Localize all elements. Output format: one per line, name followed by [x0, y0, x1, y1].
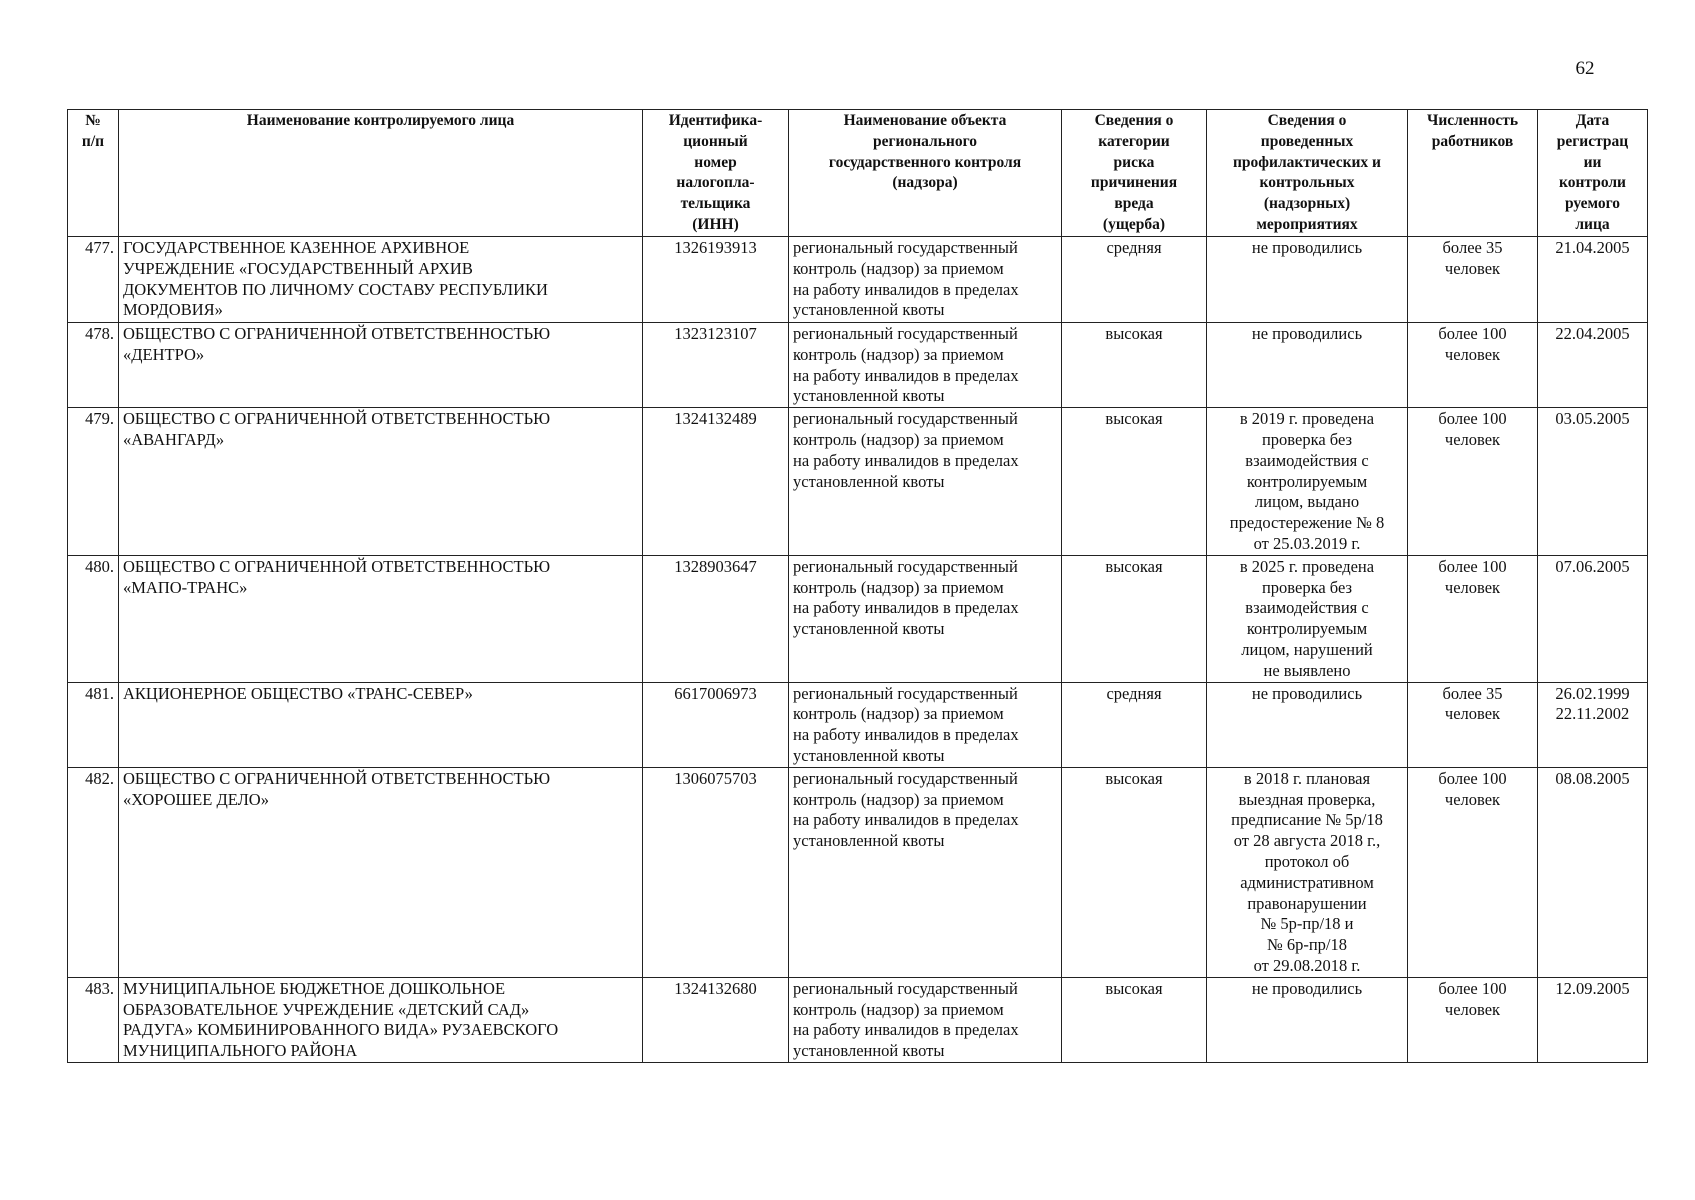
staff-count-line: человек: [1444, 704, 1501, 724]
row-number-cell: 482.: [68, 767, 119, 977]
inspection-events-line: лицом, выдано: [1254, 492, 1360, 512]
inspection-events-cell: [1207, 408, 1408, 556]
inspection-events-line: в 2025 г. проведена: [1239, 556, 1375, 576]
header-line: контроли: [1558, 174, 1626, 192]
table-row: [68, 323, 1648, 408]
table-row: [68, 682, 1648, 767]
header-line: налогопла-: [676, 174, 755, 192]
inspection-events-line: № 6р-пр/18: [1266, 935, 1348, 955]
inspection-events-line: в 2018 г. плановая: [1243, 768, 1371, 788]
inspection-events-cell: [1207, 237, 1408, 323]
inspection-events-line: выездная проверка,: [1238, 789, 1376, 809]
staff-count-cell: [1408, 767, 1538, 977]
control-object-line: на работу инвалидов в пределах: [793, 810, 1019, 830]
registration-date-cell: [1538, 323, 1648, 408]
inspection-events-line: протокол об: [1264, 851, 1350, 871]
header-line: (надзорных): [1263, 195, 1351, 213]
inspection-events-line: от 29.08.2018 г.: [1253, 955, 1361, 975]
entity-name-line: «МАПО-ТРАНС»: [123, 577, 248, 597]
inspection-events-cell: [1207, 767, 1408, 977]
header-line: государственного контроля: [828, 153, 1022, 171]
staff-count-line: человек: [1444, 258, 1501, 278]
control-object-line: на работу инвалидов в пределах: [793, 365, 1019, 385]
header-line: ии: [1583, 153, 1602, 171]
header-line: Дата: [1575, 112, 1610, 129]
entity-name-line: «АВАНГАРД»: [123, 429, 225, 449]
row-number-cell: 479.: [68, 408, 119, 556]
control-object-cell: [789, 555, 1062, 682]
row-number-cell: 481.: [68, 682, 119, 767]
row-number-cell: 477.: [68, 237, 119, 323]
header-line: работников: [1431, 132, 1514, 150]
entity-name-cell: [119, 977, 643, 1062]
entity-name-line: РАДУГА» КОМБИНИРОВАННОГО ВИДА» РУЗАЕВСКОГО: [123, 1020, 559, 1040]
header-line: (ИНН): [692, 215, 739, 233]
control-object-line: на работу инвалидов в пределах: [793, 450, 1019, 470]
header-line: профилактических и: [1233, 153, 1381, 171]
control-object-line: региональный государственный: [793, 556, 1018, 576]
header-line: риска: [1113, 153, 1155, 171]
inn-value-cell: 1323123107: [643, 323, 789, 408]
inspection-events-line: не проводились: [1251, 683, 1363, 703]
header-line: категории: [1098, 132, 1170, 150]
registration-date-cell: [1538, 237, 1648, 323]
entity-name-cell: [119, 682, 643, 767]
registration-date-cell: [1538, 767, 1648, 977]
control-object-line: региональный государственный: [793, 768, 1018, 788]
header-object: [789, 110, 1062, 237]
control-object-line: контроль (надзор) за приемом: [793, 429, 1004, 449]
control-object-cell: [789, 323, 1062, 408]
header-num: [68, 110, 119, 237]
inspection-events-line: правонарушении: [1247, 893, 1367, 913]
inspection-events-cell: [1207, 323, 1408, 408]
staff-count-line: более 100: [1438, 768, 1507, 788]
risk-category-cell: высокая: [1062, 408, 1207, 556]
staff-count-line: более 100: [1438, 556, 1507, 576]
header-line: руемого: [1564, 195, 1621, 213]
control-object-cell: [789, 237, 1062, 323]
staff-count-line: человек: [1444, 577, 1501, 597]
header-line: Сведения о: [1094, 112, 1174, 129]
risk-category-cell: высокая: [1062, 767, 1207, 977]
control-object-line: на работу инвалидов в пределах: [793, 279, 1019, 299]
header-name: [119, 110, 643, 237]
inspection-events-line: не проводились: [1251, 978, 1363, 998]
table-row: [68, 767, 1648, 977]
header-line: регистрац: [1556, 132, 1629, 150]
entity-name-line: ОБРАЗОВАТЕЛЬНОЕ УЧРЕЖДЕНИЕ «ДЕТСКИЙ САД»: [123, 999, 530, 1019]
staff-count-line: человек: [1444, 999, 1501, 1019]
control-object-line: контроль (надзор) за приемом: [793, 577, 1004, 597]
control-object-line: региональный государственный: [793, 238, 1018, 257]
header-line: ционный: [683, 132, 748, 150]
row-number-cell: 478.: [68, 323, 119, 408]
entity-name-line: МУНИЦИПАЛЬНОЕ БЮДЖЕТНОЕ ДОШКОЛЬНОЕ: [123, 978, 506, 998]
header-line: Сведения о: [1267, 112, 1347, 129]
inn-value-cell: 6617006973: [643, 682, 789, 767]
entity-name-line: МОРДОВИЯ»: [123, 300, 223, 320]
entity-name-cell: [119, 555, 643, 682]
staff-count-line: более 100: [1438, 409, 1507, 429]
control-object-line: региональный государственный: [793, 683, 1018, 703]
control-object-cell: [789, 408, 1062, 556]
control-object-line: на работу инвалидов в пределах: [793, 598, 1019, 618]
control-object-line: установленной квоты: [793, 619, 945, 639]
staff-count-line: более 100: [1438, 978, 1507, 998]
inspection-events-line: предписание № 5р/18: [1231, 810, 1383, 830]
control-object-line: на работу инвалидов в пределах: [793, 725, 1019, 745]
control-object-line: установленной квоты: [793, 471, 945, 491]
control-object-line: на работу инвалидов в пределах: [793, 1020, 1019, 1040]
control-object-line: установленной квоты: [793, 831, 945, 851]
entity-name-line: АКЦИОНЕРНОЕ ОБЩЕСТВО «ТРАНС-СЕВЕР»: [123, 683, 473, 703]
header-line: вреда: [1114, 195, 1154, 213]
inspection-events-line: контролируемым: [1246, 471, 1368, 491]
entity-name-cell: [119, 408, 643, 556]
control-object-line: контроль (надзор) за приемом: [793, 344, 1004, 364]
control-object-line: установленной квоты: [793, 1041, 945, 1061]
registration-date-line: 26.02.1999: [1555, 683, 1630, 703]
header-line: Идентифика-: [668, 112, 763, 129]
registration-date-cell: [1538, 682, 1648, 767]
inspection-events-line: проверка без: [1261, 429, 1353, 449]
header-line: причинения: [1090, 174, 1178, 192]
registration-date-cell: [1538, 977, 1648, 1062]
registration-date-line: 07.06.2005: [1555, 556, 1630, 576]
entity-name-cell: [119, 237, 643, 323]
entity-name-cell: [119, 323, 643, 408]
control-object-line: региональный государственный: [793, 978, 1018, 998]
header-line: регионального: [872, 132, 977, 150]
inspection-events-line: не проводились: [1251, 238, 1363, 257]
header-line: номер: [694, 153, 737, 171]
inspection-events-cell: [1207, 555, 1408, 682]
entity-name-line: «ДЕНТРО»: [123, 344, 205, 364]
table-row: [68, 977, 1648, 1062]
header-line: Наименование объекта: [843, 112, 1007, 129]
control-object-line: контроль (надзор) за приемом: [793, 789, 1004, 809]
header-line: тельщика: [680, 195, 751, 213]
entity-name-line: МУНИЦИПАЛЬНОГО РАЙОНА: [123, 1041, 358, 1061]
entity-name-line: ДОКУМЕНТОВ ПО ЛИЧНОМУ СОСТАВУ РЕСПУБЛИКИ: [123, 279, 548, 299]
control-object-line: установленной квоты: [793, 745, 945, 765]
table-body: [68, 237, 1648, 1063]
inspection-events-line: административном: [1240, 872, 1374, 892]
header-line: (надзора): [892, 174, 958, 192]
table-row: [68, 237, 1648, 323]
entity-name-line: ОБЩЕСТВО С ОГРАНИЧЕННОЙ ОТВЕТСТВЕННОСТЬЮ: [123, 768, 551, 788]
staff-count-cell: [1408, 408, 1538, 556]
risk-category-cell: высокая: [1062, 555, 1207, 682]
registration-date-cell: [1538, 555, 1648, 682]
entity-name-line: ГОСУДАРСТВЕННОЕ КАЗЕННОЕ АРХИВНОЕ: [123, 238, 470, 257]
header-events: [1207, 110, 1408, 237]
control-object-cell: [789, 767, 1062, 977]
header-date: [1538, 110, 1648, 237]
entity-name-line: ОБЩЕСТВО С ОГРАНИЧЕННОЙ ОТВЕТСТВЕННОСТЬЮ: [123, 324, 551, 343]
registry-table: [67, 109, 1648, 1063]
header-risk: [1062, 110, 1207, 237]
header-line: мероприятиях: [1256, 215, 1358, 233]
inn-value-cell: 1328903647: [643, 555, 789, 682]
inspection-events-line: № 5р-пр/18 и: [1260, 914, 1354, 934]
table-header-row: [68, 110, 1648, 237]
staff-count-line: более 100: [1438, 324, 1507, 343]
header-line: проведенных: [1260, 132, 1354, 150]
header-line: лица: [1575, 215, 1610, 233]
control-object-line: установленной квоты: [793, 386, 945, 406]
row-number-cell: 483.: [68, 977, 119, 1062]
staff-count-cell: [1408, 682, 1538, 767]
inn-value-cell: 1326193913: [643, 237, 789, 323]
entity-name-line: «ХОРОШЕЕ ДЕЛО»: [123, 789, 269, 809]
inspection-events-line: лицом, нарушений: [1241, 639, 1373, 659]
header-line: Численность: [1426, 112, 1519, 129]
staff-count-line: человек: [1444, 789, 1501, 809]
registration-date-line: 21.04.2005: [1555, 238, 1630, 257]
control-object-line: региональный государственный: [793, 409, 1018, 429]
staff-count-line: человек: [1444, 344, 1501, 364]
header-line: п/п: [81, 132, 105, 150]
header-line: (ущерба): [1102, 215, 1166, 233]
header-line: №: [85, 112, 101, 129]
staff-count-cell: [1408, 555, 1538, 682]
entity-name-cell: [119, 767, 643, 977]
entity-name-line: ОБЩЕСТВО С ОГРАНИЧЕННОЙ ОТВЕТСТВЕННОСТЬЮ: [123, 409, 551, 429]
inspection-events-line: взаимодействия с: [1245, 450, 1369, 470]
inspection-events-line: предостережение № 8: [1229, 513, 1385, 533]
inspection-events-cell: [1207, 682, 1408, 767]
header-line: контрольных: [1259, 174, 1355, 192]
registration-date-line: 12.09.2005: [1555, 978, 1630, 998]
inn-value-cell: 1324132680: [643, 977, 789, 1062]
entity-name-line: ОБЩЕСТВО С ОГРАНИЧЕННОЙ ОТВЕТСТВЕННОСТЬЮ: [123, 556, 551, 576]
staff-count-cell: [1408, 323, 1538, 408]
control-object-line: региональный государственный: [793, 324, 1018, 343]
staff-count-cell: [1408, 977, 1538, 1062]
risk-category-cell: средняя: [1062, 237, 1207, 323]
control-object-line: установленной квоты: [793, 300, 945, 320]
control-object-line: контроль (надзор) за приемом: [793, 704, 1004, 724]
header-inn: [643, 110, 789, 237]
staff-count-line: более 35: [1442, 238, 1503, 257]
inspection-events-line: не выявлено: [1263, 660, 1351, 680]
table-row: [68, 408, 1648, 556]
inspection-events-line: в 2019 г. проведена: [1239, 409, 1375, 429]
table-row: [68, 555, 1648, 682]
header-line: Наименование контролируемого лица: [246, 112, 515, 129]
staff-count-cell: [1408, 237, 1538, 323]
row-number-cell: 480.: [68, 555, 119, 682]
inspection-events-line: проверка без: [1261, 577, 1353, 597]
risk-category-cell: высокая: [1062, 323, 1207, 408]
entity-name-line: УЧРЕЖДЕНИЕ «ГОСУДАРСТВЕННЫЙ АРХИВ: [123, 258, 473, 278]
inspection-events-line: контролируемым: [1246, 619, 1368, 639]
registration-date-line: 03.05.2005: [1555, 409, 1630, 429]
control-object-line: контроль (надзор) за приемом: [793, 258, 1004, 278]
inspection-events-line: от 25.03.2019 г.: [1253, 533, 1361, 553]
header-staff: [1408, 110, 1538, 237]
staff-count-line: более 35: [1442, 683, 1503, 703]
risk-category-cell: средняя: [1062, 682, 1207, 767]
inspection-events-line: взаимодействия с: [1245, 598, 1369, 618]
registration-date-cell: [1538, 408, 1648, 556]
registration-date-line: 22.11.2002: [1555, 704, 1630, 724]
inn-value-cell: 1306075703: [643, 767, 789, 977]
inn-value-cell: 1324132489: [643, 408, 789, 556]
page-number: 62: [1575, 58, 1595, 79]
risk-category-cell: высокая: [1062, 977, 1207, 1062]
staff-count-line: человек: [1444, 429, 1501, 449]
registration-date-line: 22.04.2005: [1555, 324, 1630, 343]
control-object-line: контроль (надзор) за приемом: [793, 999, 1004, 1019]
control-object-cell: [789, 682, 1062, 767]
registration-date-line: 08.08.2005: [1555, 768, 1630, 788]
inspection-events-line: не проводились: [1251, 324, 1363, 343]
inspection-events-line: от 28 августа 2018 г.,: [1233, 831, 1381, 851]
inspection-events-cell: [1207, 977, 1408, 1062]
control-object-cell: [789, 977, 1062, 1062]
